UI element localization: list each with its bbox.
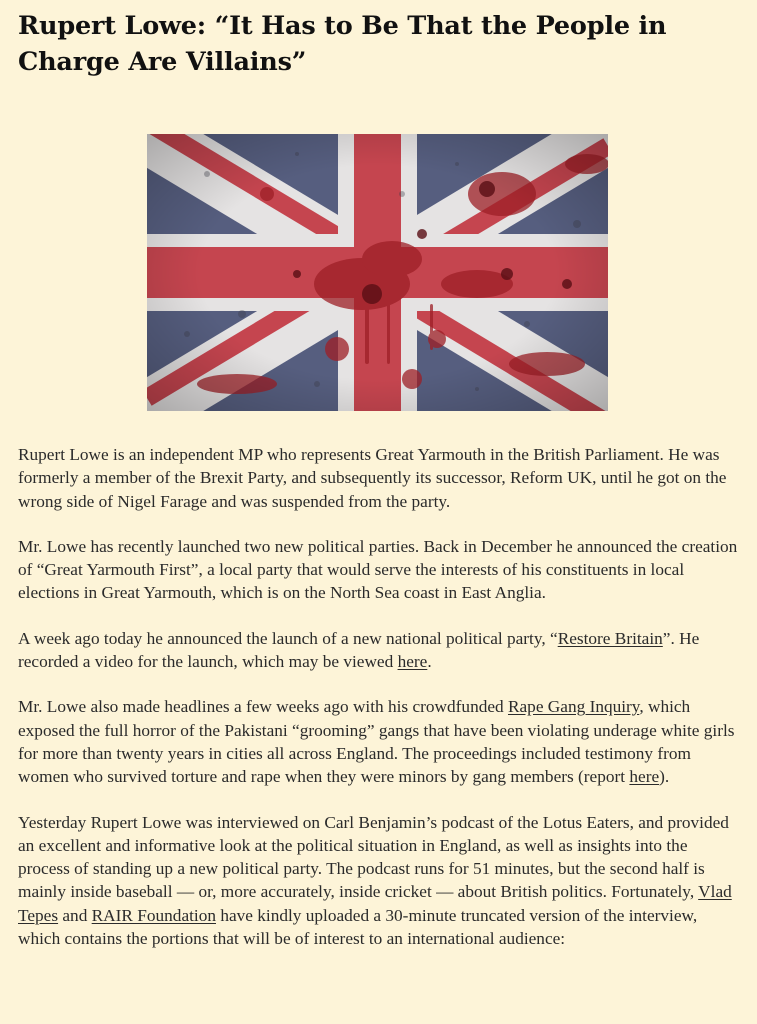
paragraph-text: and <box>58 905 92 925</box>
article-link[interactable]: Rape Gang Inquiry <box>507 697 640 717</box>
article-paragraph <box>18 535 743 605</box>
paragraph-text: have kindly uploaded a 30-minute truncated version of the interview, which contains the portions that will be of interest to an international audience: <box>18 905 698 949</box>
paragraph-text: , which exposed the full horror of the Pakistani “grooming” gangs that have been violating underage white girls for more than twenty years in cities all across England. The proceedings included testimony from women who survived torture and rape when they were minors by gang members (report <box>18 697 735 787</box>
article-link[interactable]: here <box>397 652 428 672</box>
article-paragraph <box>18 811 743 951</box>
paragraph-text: A week ago today he announced the launch of a new national political party, “ <box>18 628 558 648</box>
article-body <box>18 443 743 972</box>
article-link[interactable]: Vlad Tepes <box>18 882 732 925</box>
article-paragraph <box>18 443 743 513</box>
paragraph-text: Yesterday Rupert Lowe was interviewed on Carl Benjamin’s podcast of the Lotus Eaters, and provided an excellent and informative look at the political situation in England, as well as insights into the process of standing up a new political party. The podcast runs for 51 minutes, but the second half is mainly inside baseball — or, more accurately, inside cricket — about British politics. Fortunately, <box>18 812 729 902</box>
article-link[interactable]: Restore Britain <box>557 628 663 648</box>
paragraph-text: Mr. Lowe also made headlines a few weeks ago with his crowdfunded <box>18 697 508 717</box>
paragraph-text: Rupert Lowe is an independent MP who represents Great Yarmouth in the British Parliament. He was formerly a member of the Brexit Party, and subsequently its successor, Reform UK, until he got on the wrong side of Nigel Farage and was suspended from the party. <box>18 445 727 511</box>
paragraph-text: ”. He recorded a video for the launch, which may be viewed <box>18 628 700 672</box>
union-jack-flag-image <box>147 134 608 411</box>
paragraph-text: Mr. Lowe has recently launched two new political parties. Back in December he announced the creation of “Great Yarmouth First”, a local party that would serve the interests of his constituents in local elections in Great Yarmouth, which is on the North Sea coast in East Anglia. <box>18 536 738 603</box>
article-image <box>147 134 608 411</box>
article-link[interactable]: RAIR Foundation <box>91 905 216 925</box>
paragraph-text: . <box>427 652 432 672</box>
paragraph-text: ). <box>659 767 670 787</box>
article-paragraph <box>18 627 743 674</box>
article-link[interactable]: here <box>629 767 660 787</box>
article-paragraph <box>18 695 743 788</box>
article-title: Rupert Lowe: “It Has to Be That the People in Charge Are Villains” <box>18 11 667 77</box>
